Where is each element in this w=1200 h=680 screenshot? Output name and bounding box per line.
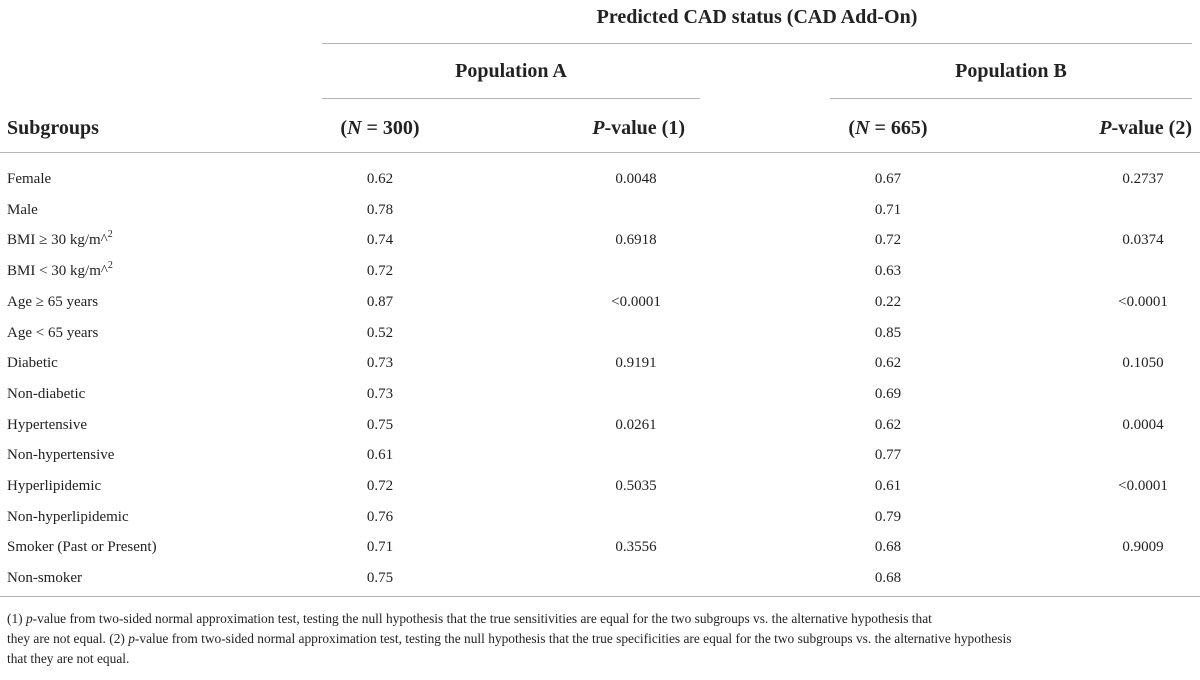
population-b-pvalue: 0.1050 xyxy=(1122,355,1164,372)
population-a-pvalue-header: P-value (1) xyxy=(592,117,685,139)
population-a-pvalue: 0.5035 xyxy=(615,478,657,494)
population-b-value: 0.69 xyxy=(874,385,902,402)
subgroup-label: Non-diabetic xyxy=(7,385,86,402)
population-b-pvalue: <0.0001 xyxy=(1118,293,1168,310)
table-footnote: (1) p-value from two-sided normal approximation test, testing the null hypothesis that the true sensitivities are equal for the two subgroups vs. the alternative hypothesis that they are not equal. (2) p-value from two-sided normal approximation test, testing the null hypothesis that the true specificities are equal for the two subgroups vs. the alternative hypothesis that they are not equal. xyxy=(7,611,1012,666)
population-a-value: 0.75 xyxy=(366,416,394,433)
subgroup-label: BMI < 30 kg/m^$^2$ xyxy=(7,260,113,280)
population-b-pvalue: 0.9009 xyxy=(1122,539,1164,556)
subgroup-label: Male xyxy=(7,201,38,218)
population-a-value: 0.71 xyxy=(366,539,394,556)
subgroup-label: Female xyxy=(7,171,52,187)
population-a-value: 0.87 xyxy=(366,293,394,310)
population-b-title: Population B xyxy=(955,60,1067,82)
population-a-value: 0.74 xyxy=(366,232,394,249)
population-a-pvalue: 0.6918 xyxy=(615,232,657,249)
population-b-pvalue: 0.2737 xyxy=(1122,171,1164,187)
population-b-n-header: (N = 665) xyxy=(848,117,928,139)
population-a-value: 0.73 xyxy=(366,385,394,402)
subgroup-label: Diabetic xyxy=(7,355,58,372)
population-a-pvalue: <0.0001 xyxy=(611,293,661,310)
subgroup-label: Age ≥ 65 years xyxy=(7,293,99,310)
subgroup-label: Smoker (Past or Present) xyxy=(7,539,157,556)
subgroup-label: BMI ≥ 30 kg/m^$^2$ xyxy=(7,229,113,249)
population-a-pvalue: 0.9191 xyxy=(615,355,657,372)
population-a-value: 0.72 xyxy=(366,478,394,494)
population-a-value: 0.75 xyxy=(366,570,394,587)
header-bottom-rule xyxy=(0,152,1200,153)
table-bottom-rule xyxy=(0,596,1200,597)
subgroup-label: Age < 65 years xyxy=(7,324,99,341)
population-a-n-header: (N = 300) xyxy=(340,117,420,139)
subgroup-label: Non-smoker xyxy=(7,570,82,587)
spanner-header: Predicted CAD status (CAD Add-On) xyxy=(596,6,918,28)
subgroup-label: Non-hyperlipidemic xyxy=(7,508,129,525)
spanner-rule xyxy=(322,43,1192,44)
population-a-value: 0.61 xyxy=(366,447,394,464)
population-b-pvalue-header: P-value (2) xyxy=(1099,117,1192,139)
subgroup-label: Non-hypertensive xyxy=(7,447,115,464)
population-b-value: 0.67 xyxy=(874,171,902,187)
population-a-value: 0.72 xyxy=(366,263,394,280)
population-b-pvalue: 0.0004 xyxy=(1122,416,1164,433)
population-a-value: 0.52 xyxy=(366,324,394,341)
population-a-value: 0.76 xyxy=(366,508,394,525)
population-a-pvalue: 0.3556 xyxy=(615,539,657,556)
population-b-value: 0.68 xyxy=(874,539,902,556)
population-b-value: 0.77 xyxy=(874,447,902,464)
population-b-value: 0.85 xyxy=(874,324,902,341)
population-b-rule xyxy=(830,98,1192,99)
population-a-rule xyxy=(322,98,700,99)
population-b-value: 0.63 xyxy=(874,263,902,280)
population-b-pvalue: <0.0001 xyxy=(1118,478,1168,494)
population-b-value: 0.79 xyxy=(874,508,902,525)
population-a-value: 0.73 xyxy=(366,355,394,372)
population-a-title: Population A xyxy=(455,60,567,82)
population-b-value: 0.71 xyxy=(874,201,902,218)
population-a-value: 0.78 xyxy=(366,201,394,218)
population-b-pvalue: 0.0374 xyxy=(1122,232,1164,249)
population-a-pvalue: 0.0261 xyxy=(615,416,657,433)
subgroup-label: Hyperlipidemic xyxy=(7,478,102,494)
population-b-value: 0.22 xyxy=(874,293,902,310)
population-b-value: 0.72 xyxy=(874,232,902,249)
subgroup-label: Hypertensive xyxy=(7,416,87,433)
population-a-value: 0.62 xyxy=(366,171,394,187)
population-b-value: 0.61 xyxy=(874,478,902,494)
population-b-value: 0.68 xyxy=(874,570,902,587)
subgroups-header: Subgroups xyxy=(7,117,99,139)
population-a-pvalue: 0.0048 xyxy=(615,171,657,187)
population-b-value: 0.62 xyxy=(874,355,902,372)
population-b-value: 0.62 xyxy=(874,416,902,433)
